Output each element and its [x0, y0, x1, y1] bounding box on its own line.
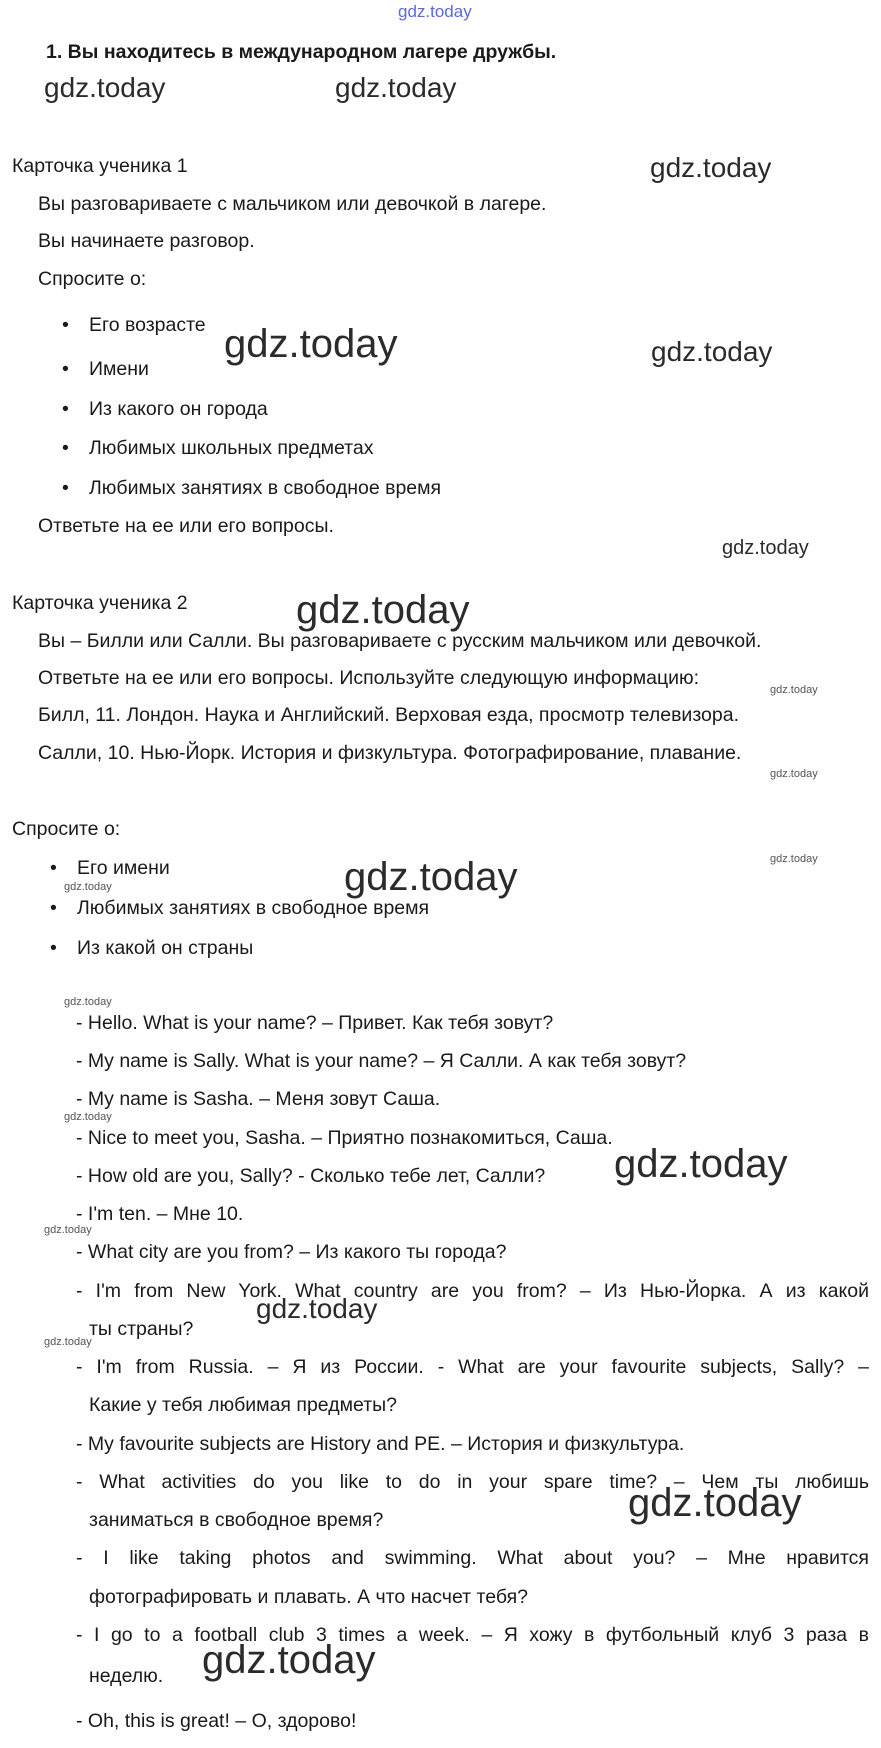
dialogue-line: - My name is Sally. What is your name? – Я Салли. А как тебя зовут?: [76, 1050, 687, 1072]
watermark: gdz.today: [722, 537, 809, 559]
card1-line: Вы разговариваете с мальчиком или девочкой в лагере.: [38, 193, 547, 215]
dialogue-line: - My favourite subjects are History and PE. – История и физкультура.: [76, 1433, 685, 1455]
dialogue-line: - Oh, this is great! – О, здорово!: [76, 1710, 357, 1732]
card2-heading: Карточка ученика 2: [12, 592, 188, 614]
watermark: gdz.today: [770, 768, 818, 780]
watermark: gdz.today: [64, 881, 112, 893]
watermark: gdz.today: [224, 322, 398, 366]
watermark: gdz.today: [770, 684, 818, 696]
watermark: gdz.today: [614, 1142, 788, 1186]
watermark: gdz.today: [44, 72, 166, 103]
dialogue-line: фотографировать и плавать. А что насчет тебя?: [89, 1586, 528, 1608]
dialogue-line: Какие у тебя любимая предметы?: [89, 1394, 398, 1416]
watermark: gdz.today: [64, 996, 112, 1008]
dialogue-line: неделю.: [89, 1665, 164, 1687]
dialogue-line: - I go to a football club 3 times a week. – Я хожу в футбольный клуб 3 раза в: [76, 1624, 869, 1646]
watermark: gdz.today: [335, 72, 457, 103]
card1-heading: Карточка ученика 1: [12, 155, 188, 177]
card2-bullet: • Его имени: [77, 857, 170, 880]
dialogue-line: - My name is Sasha. – Меня зовут Саша.: [76, 1088, 441, 1110]
card2-ask-heading: Спросите о:: [12, 818, 121, 840]
dialogue-line: заниматься в свободное время?: [89, 1509, 384, 1531]
watermark: gdz.today: [202, 1638, 376, 1682]
dialogue-line: - I'm ten. – Мне 10.: [76, 1203, 244, 1225]
card2-line: Салли, 10. Нью-Йорк. История и физкультура. Фотографирование, плавание.: [38, 742, 742, 764]
card1-bullet: • Его возрасте: [89, 314, 206, 337]
watermark: gdz.today: [44, 1224, 92, 1236]
card2-bullet: • Любимых занятиях в свободное время: [77, 897, 429, 920]
watermark: gdz.today: [651, 336, 773, 367]
dialogue-line: - Hello. What is your name? – Привет. Как тебя зовут?: [76, 1012, 554, 1034]
card1-bullet: • Любимых занятиях в свободное время: [89, 477, 441, 500]
watermark: gdz.today: [64, 1111, 112, 1123]
watermark: gdz.today: [256, 1293, 378, 1324]
card1-line: Спросите о:: [38, 268, 147, 290]
dialogue-line: - I like taking photos and swimming. What about you? – Мне нравится: [76, 1547, 869, 1569]
card1-line: Вы начинаете разговор.: [38, 230, 255, 252]
dialogue-line: - I'm from New York. What country are you from? – Из Нью-Йорка. А из какой: [76, 1280, 869, 1302]
card2-line: Билл, 11. Лондон. Наука и Английский. Верховая езда, просмотр телевизора.: [38, 704, 739, 726]
dialogue-line: - What city are you from? – Из какого ты города?: [76, 1241, 507, 1263]
card2-bullet: • Из какой он страны: [77, 937, 253, 960]
card2-line: Вы – Билли или Салли. Вы разговариваете с русским мальчиком или девочкой.: [38, 630, 762, 652]
card1-bullet: • Из какого он города: [89, 398, 268, 421]
card2-line: Ответьте на ее или его вопросы. Используйте следующую информацию:: [38, 667, 700, 689]
dialogue-line: - What activities do you like to do in your spare time? – Чем ты любишь: [76, 1471, 869, 1493]
card1-closing: Ответьте на ее или его вопросы.: [38, 515, 334, 537]
watermark: gdz.today: [344, 855, 518, 899]
watermark: gdz.today: [770, 853, 818, 865]
dialogue-line: ты страны?: [89, 1318, 194, 1340]
dialogue-line: - I'm from Russia. – Я из России. - What are your favourite subjects, Sally? –: [76, 1356, 869, 1378]
watermark: gdz.today: [650, 152, 772, 183]
watermark: gdz.today: [628, 1481, 802, 1525]
dialogue-line: - Nice to meet you, Sasha. – Приятно познакомиться, Саша.: [76, 1127, 613, 1149]
card1-bullet: • Любимых школьных предметах: [89, 437, 373, 460]
card1-bullet: • Имени: [89, 358, 149, 381]
dialogue-line: - How old are you, Sally? - Сколько тебе лет, Салли?: [76, 1165, 546, 1187]
watermark: gdz.today: [44, 1336, 92, 1348]
watermark: gdz.today: [296, 588, 470, 632]
task-title: 1. Вы находитесь в международном лагере дружбы.: [46, 41, 557, 63]
watermark: gdz.today: [398, 2, 472, 21]
